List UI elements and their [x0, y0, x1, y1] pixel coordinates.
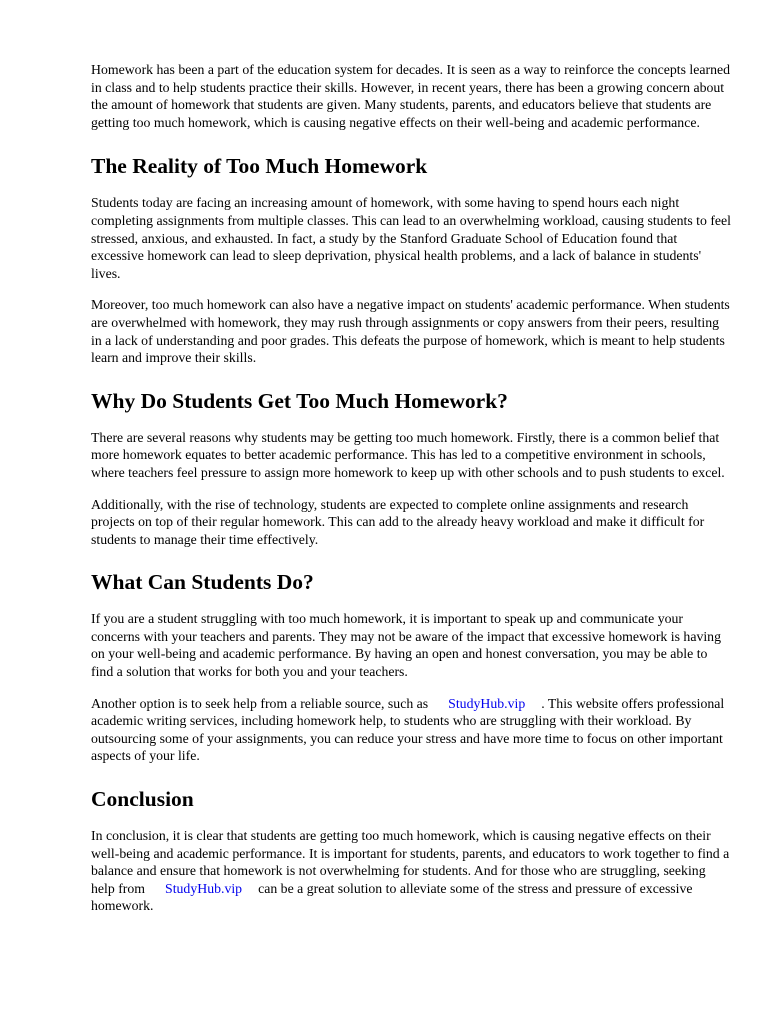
- paragraph-what-2-after: . This website offers professional academic writing services, including homework help, to students who are struggling with their workload. By outsourcing some of your assignments, you can reduce your stress and have more time to focus on other important aspects of your life.: [91, 695, 725, 764]
- paragraph-what-1: If you are a student struggling with too much homework, it is important to speak up and communicate your concerns with your teachers and parents. They may not be aware of the impact that excessive homework is having on your well-being and academic performance. By having an open and honest conversation, you may be able to find a solution that works for both you and your teachers.: [91, 611, 721, 680]
- document-body: [91, 61, 731, 915]
- paragraph-conclusion-before: In conclusion, it is clear that students are getting too much homework, which is causing negative effects on their well-being and academic performance. It is important for students, parents, and educators to work together to find a balance and ensure that homework is not overwhelming for students. And for those who are struggling, seeking help from: [91, 828, 730, 896]
- paragraph-conclusion-after: can be a great solution to alleviate some of the stress and pressure of excessive homework.: [91, 880, 693, 914]
- studyhub-link[interactable]: StudyHub.vip: [448, 695, 526, 711]
- paragraph-what-2: [91, 695, 731, 765]
- heading-reality-of-too-much-homework: The Reality of Too Much Homework: [91, 154, 428, 179]
- heading-what-can-students-do: What Can Students Do?: [91, 570, 314, 595]
- paragraph-reality-2: Moreover, too much homework can also have a negative impact on students' academic performance. When students are overwhelmed with homework, they may rush through assignments or copy answers from their peers, resulting in a lack of understanding and poor grades. This defeats the purpose of homework, which is meant to help students learn and improve their skills.: [91, 297, 730, 366]
- paragraph-conclusion: [91, 827, 731, 915]
- paragraph-why-1: There are several reasons why students may be getting too much homework. Firstly, there is a common belief that more homework equates to better academic performance. This has led to a competitive environment in schools, where teachers feel pressure to assign more homework to keep up with other schools and to push students to excel.: [91, 429, 725, 480]
- paragraph-reality-1: Students today are facing an increasing amount of homework, with some having to spend hours each night completing assignments from multiple classes. This can lead to an overwhelming workload, causing students to feel stressed, anxious, and exhausted. In fact, a study by the Stanford Graduate School of Education found that excessive homework can lead to sleep deprivation, physical health problems, and a lack of balance in students' lives.: [91, 195, 732, 281]
- paragraph-why-2: Additionally, with the rise of technology, students are expected to complete online assignments and research projects on top of their regular homework. This can add to the already heavy workload and make it difficult for students to manage their time effectively.: [91, 496, 705, 547]
- intro-paragraph: Homework has been a part of the education system for decades. It is seen as a way to reinforce the concepts learned in class and to help students practice their skills. However, in recent years, there has been a growing concern about the amount of homework that students are given. Many students, parents, and educators believe that students are getting too much homework, which is causing negative effects on their well-being and academic performance.: [91, 62, 731, 130]
- paragraph-what-2-before: Another option is to seek help from a reliable source, such as: [91, 695, 429, 711]
- heading-conclusion: Conclusion: [91, 787, 194, 812]
- studyhub-link-conclusion[interactable]: StudyHub.vip: [165, 880, 243, 896]
- heading-why-too-much-homework: Why Do Students Get Too Much Homework?: [91, 388, 508, 413]
